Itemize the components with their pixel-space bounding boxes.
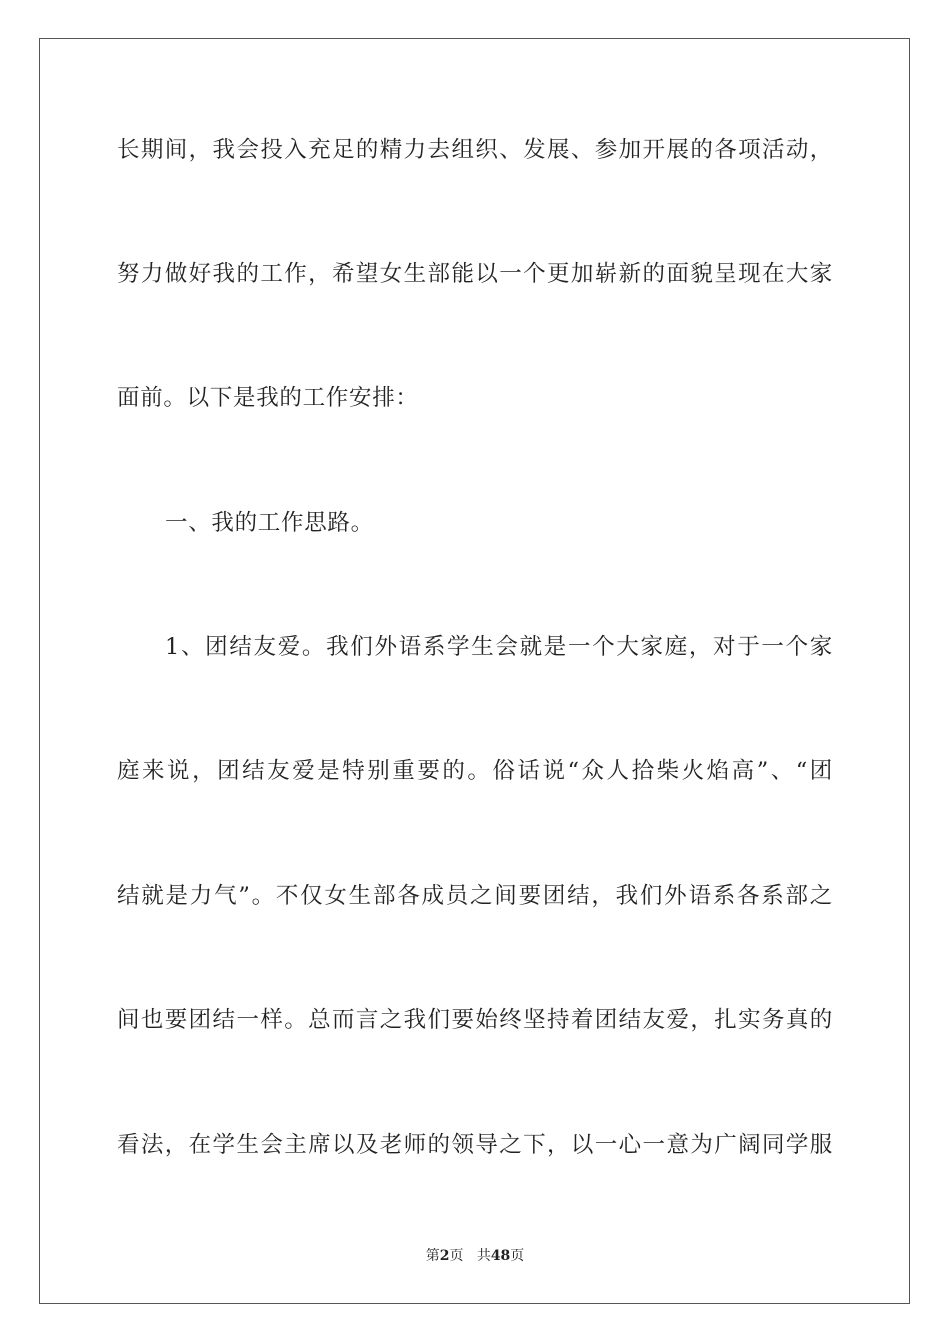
page-number: 2 bbox=[439, 1248, 450, 1264]
body-line-8: 间也要团结一样。总而言之我们要始终坚持着团结友爱，扎实务真的 bbox=[117, 1007, 833, 1033]
body-line-9: 看法，在学生会主席以及老师的领导之下，以一心一意为广阔同学服 bbox=[117, 1132, 833, 1158]
total-prefix: 共 bbox=[476, 1248, 491, 1264]
total-pages: 48 bbox=[490, 1248, 511, 1264]
body-line-3: 面前。以下是我的工作安排： bbox=[117, 385, 419, 411]
section-heading: 一、我的工作思路。 bbox=[165, 510, 374, 536]
body-line-6: 庭来说，团结友爱是特别重要的。俗话说“众人拾柴火焰高”、“团 bbox=[117, 758, 833, 784]
body-line-2: 努力做好我的工作，希望女生部能以一个更加崭新的面貌呈现在大家 bbox=[117, 261, 833, 287]
page-footer bbox=[0, 1246, 950, 1266]
page-suffix: 页 bbox=[449, 1248, 464, 1264]
body-line-7: 结就是力气”。不仅女生部各成员之间要团结，我们外语系各系部之 bbox=[117, 883, 833, 909]
total-suffix: 页 bbox=[510, 1248, 525, 1264]
page-prefix: 第 bbox=[425, 1248, 440, 1264]
body-line-1: 长期间，我会投入充足的精力去组织、发展、参加开展的各项活动， bbox=[117, 137, 833, 163]
body-line-5: 1、团结友爱。我们外语系学生会就是一个大家庭，对于一个家 bbox=[165, 634, 833, 660]
page-border bbox=[39, 38, 910, 1304]
